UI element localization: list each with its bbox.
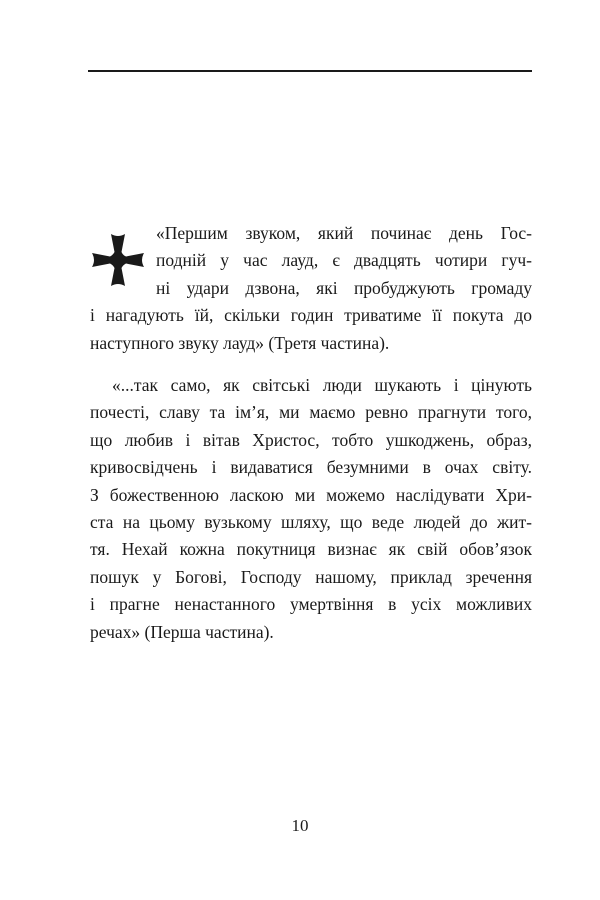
text-line: речах» (Перша частина).	[90, 621, 274, 642]
text-line: і нагадують їй, скільки годин триватиме її покута до	[90, 305, 532, 326]
text-line: кривосвідчень і видаватися безумними в очах світу.	[90, 457, 532, 478]
text-line: подній у час лауд, є двадцять чотири гуч-	[156, 250, 532, 271]
text-line: наступного звуку лауд» (Третя частина).	[90, 332, 390, 353]
text-line: пошук у Богові, Господу нашому, приклад зречення	[90, 566, 532, 587]
header-rule	[88, 70, 532, 72]
text-line: ста на цьому вузькому шляху, що веде людей до жит-	[90, 512, 532, 533]
quote-paragraph-2	[90, 372, 532, 646]
text-line: ні удари дзвона, які пробуджують громаду	[156, 277, 532, 298]
quote-paragraph-1	[90, 220, 532, 357]
text-line: і прагне ненастанного умертвіння в усіх можливих	[90, 594, 532, 615]
text-line: «Першим звуком, який починає день Гос-	[156, 223, 532, 243]
text-line: тя. Нехай кожна покутниця визнає як свій обов’язок	[90, 539, 532, 560]
text-line: почесті, славу та ім’я, ми маємо ревно прагнути того,	[90, 402, 532, 423]
page-number: 10	[291, 816, 309, 835]
text-line: З божественною ласкою ми можемо наслідувати Хри-	[90, 484, 532, 505]
text-line: що любив і вітав Христос, тобто ушкоджень, образ,	[90, 429, 532, 450]
text-line: «...так само, як світські люди шукають і цінують	[112, 375, 532, 395]
